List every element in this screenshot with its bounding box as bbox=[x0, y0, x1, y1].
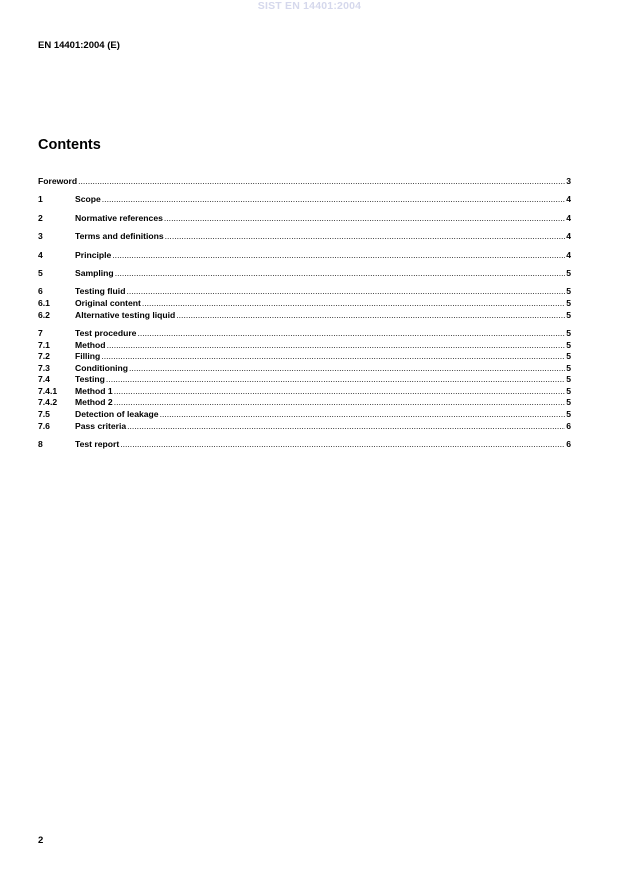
toc-leader-dots bbox=[101, 351, 565, 363]
toc-entry-number: 7.6 bbox=[38, 420, 50, 431]
toc-leader-dots bbox=[102, 194, 565, 206]
toc-entry-page: 5 bbox=[566, 297, 571, 308]
toc-entry[interactable] bbox=[38, 268, 571, 280]
toc-entry-title: Conditioning bbox=[75, 362, 128, 373]
toc-leader-dots bbox=[114, 397, 566, 409]
toc-entry-page: 6 bbox=[566, 439, 571, 450]
toc-entry-title: Method 2 bbox=[75, 397, 113, 408]
toc-entry-title: Pass criteria bbox=[75, 420, 127, 431]
toc-entry-number: 6 bbox=[38, 286, 43, 297]
toc-entry[interactable] bbox=[38, 397, 571, 409]
page-number: 2 bbox=[38, 835, 44, 846]
toc-leader-dots bbox=[176, 310, 565, 322]
toc-entry[interactable] bbox=[38, 213, 571, 225]
toc-leader-dots bbox=[164, 213, 565, 225]
toc-entry-number: 7 bbox=[38, 327, 43, 338]
toc-leader-dots bbox=[107, 340, 566, 352]
toc-entry-page: 4 bbox=[566, 249, 571, 260]
toc-entry-number: 3 bbox=[38, 231, 43, 242]
toc-leader-dots bbox=[142, 298, 565, 310]
toc-leader-dots bbox=[120, 439, 565, 451]
toc-leader-dots bbox=[165, 231, 566, 243]
toc-entry-number: 5 bbox=[38, 267, 43, 278]
toc-entry-page: 5 bbox=[566, 267, 571, 278]
toc-entry[interactable] bbox=[38, 176, 571, 188]
toc-entry-page: 5 bbox=[566, 309, 571, 320]
toc-entry-page: 5 bbox=[566, 409, 571, 420]
toc-entry-number: 7.4.2 bbox=[38, 397, 58, 408]
toc-entry[interactable] bbox=[38, 231, 571, 243]
toc-entry-page: 3 bbox=[566, 176, 571, 186]
toc-leader-dots bbox=[127, 421, 565, 433]
toc-leader-dots bbox=[106, 374, 565, 386]
toc-entry-number: 7.4.1 bbox=[38, 385, 58, 396]
toc-leader-dots bbox=[137, 328, 565, 340]
toc-entry-title: Testing bbox=[75, 374, 105, 385]
toc-entry-page: 4 bbox=[566, 212, 571, 223]
toc-entry-page: 5 bbox=[566, 362, 571, 373]
toc-entry-number: 8 bbox=[38, 439, 43, 450]
toc-entry-number: 4 bbox=[38, 249, 43, 260]
toc-entry[interactable] bbox=[38, 351, 571, 363]
toc-leader-dots bbox=[115, 268, 566, 280]
toc-entry-title: Alternative testing liquid bbox=[75, 309, 176, 320]
table-of-contents bbox=[38, 176, 571, 451]
toc-entry-page: 5 bbox=[566, 397, 571, 408]
toc-entry-title: Original content bbox=[75, 297, 141, 308]
toc-entry[interactable] bbox=[38, 340, 571, 352]
toc-entry-number: 7.1 bbox=[38, 339, 50, 350]
toc-entry-page: 4 bbox=[566, 194, 571, 205]
toc-leader-dots bbox=[160, 409, 566, 421]
toc-entry-page: 5 bbox=[566, 351, 571, 362]
toc-entry-number: 1 bbox=[38, 194, 43, 205]
toc-entry-title: Filling bbox=[75, 351, 101, 362]
toc-entry-title: Test report bbox=[75, 439, 120, 450]
toc-entry-page: 6 bbox=[566, 420, 571, 431]
toc-entry[interactable] bbox=[38, 439, 571, 451]
toc-entry-number: 7.4 bbox=[38, 374, 50, 385]
toc-leader-dots bbox=[112, 250, 565, 262]
toc-entry-title: Detection of leakage bbox=[75, 409, 159, 420]
toc-entry[interactable] bbox=[38, 386, 571, 398]
toc-entry[interactable] bbox=[38, 374, 571, 386]
toc-leader-dots bbox=[129, 363, 565, 375]
toc-entry-page: 5 bbox=[566, 286, 571, 297]
toc-leader-dots bbox=[126, 286, 565, 298]
toc-entry-title: Testing fluid bbox=[75, 286, 126, 297]
watermark: SIST EN 14401:2004 bbox=[257, 0, 362, 12]
toc-entry-title: Scope bbox=[75, 194, 101, 205]
toc-entry[interactable] bbox=[38, 421, 571, 433]
toc-entry-number: 7.3 bbox=[38, 362, 50, 373]
toc-entry-number: 2 bbox=[38, 212, 43, 223]
toc-entry[interactable] bbox=[38, 298, 571, 310]
toc-entry-page: 5 bbox=[566, 374, 571, 385]
toc-entry-number: 7.2 bbox=[38, 351, 50, 362]
toc-entry-title: Sampling bbox=[75, 267, 114, 278]
toc-entry-page: 5 bbox=[566, 339, 571, 350]
toc-entry[interactable] bbox=[38, 363, 571, 375]
toc-entry-title: Method bbox=[75, 339, 106, 350]
toc-entry[interactable] bbox=[38, 328, 571, 340]
toc-entry-page: 4 bbox=[566, 231, 571, 242]
toc-entry-number: 6.2 bbox=[38, 309, 50, 320]
toc-entry[interactable] bbox=[38, 286, 571, 298]
toc-leader-dots bbox=[114, 386, 566, 398]
toc-entry[interactable] bbox=[38, 409, 571, 421]
toc-entry-title: Terms and definitions bbox=[75, 231, 164, 242]
toc-entry-number: 7.5 bbox=[38, 409, 50, 420]
toc-entry-title: Foreword bbox=[38, 176, 78, 186]
toc-entry-title: Test procedure bbox=[75, 327, 137, 338]
toc-entry-title: Normative references bbox=[75, 212, 163, 223]
toc-entry-page: 5 bbox=[566, 385, 571, 396]
contents-title: Contents bbox=[38, 137, 101, 153]
toc-leader-dots bbox=[78, 176, 565, 188]
toc-entry-title: Principle bbox=[75, 249, 112, 260]
toc-entry-title: Method 1 bbox=[75, 385, 113, 396]
toc-entry-number: 6.1 bbox=[38, 297, 50, 308]
toc-entry[interactable] bbox=[38, 194, 571, 206]
toc-entry[interactable] bbox=[38, 310, 571, 322]
toc-entry[interactable] bbox=[38, 250, 571, 262]
document-id-header: EN 14401:2004 (E) bbox=[38, 40, 120, 51]
toc-entry-page: 5 bbox=[566, 327, 571, 338]
